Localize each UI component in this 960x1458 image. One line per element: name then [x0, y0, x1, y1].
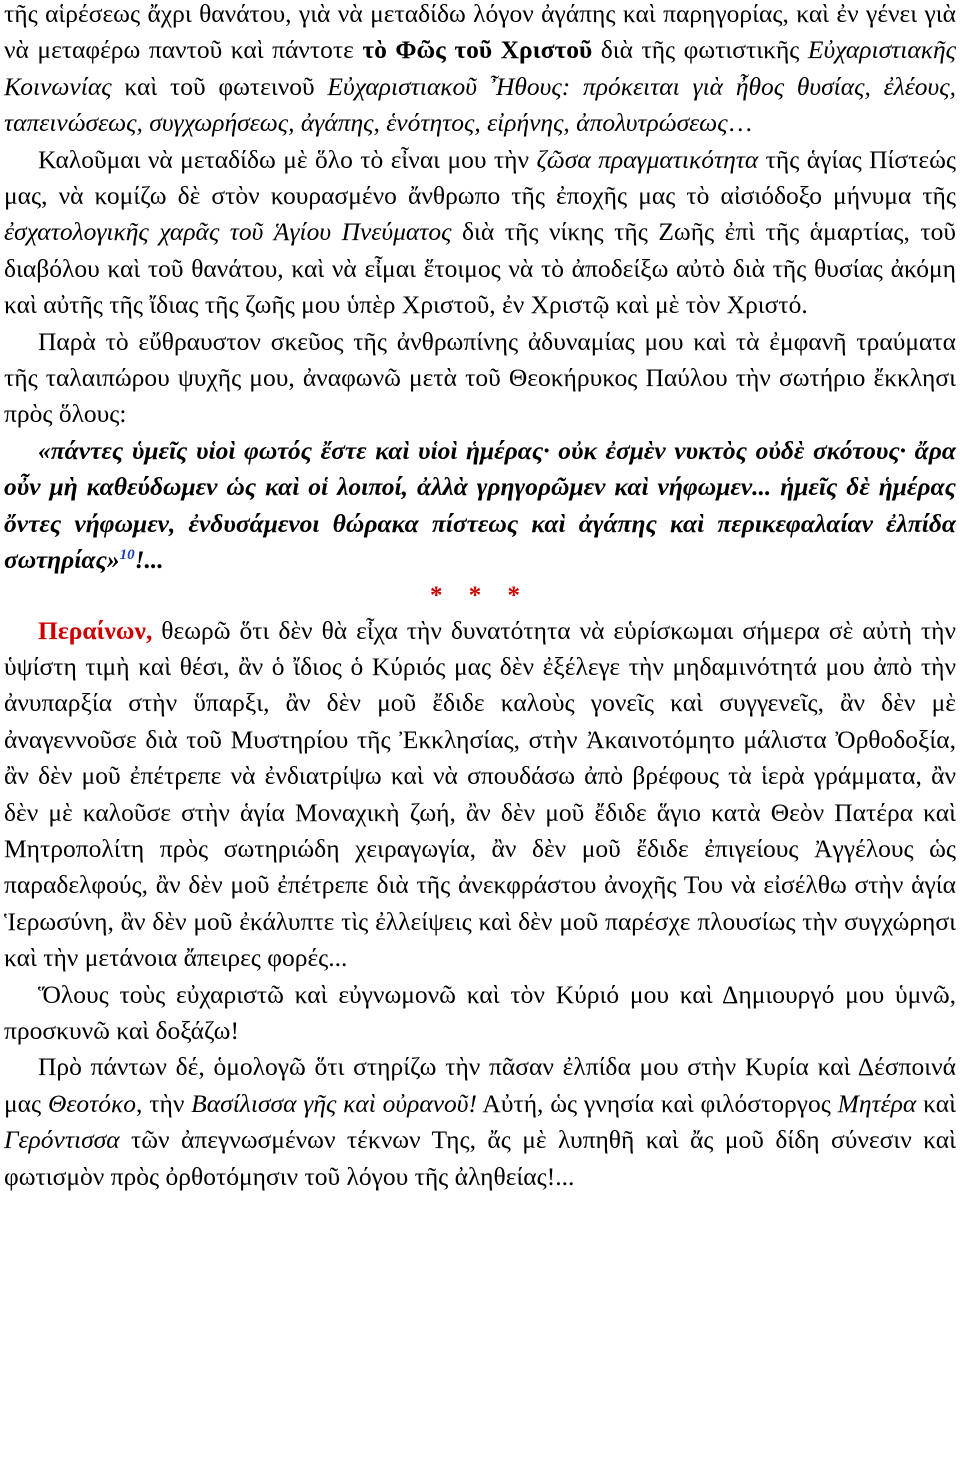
- section-separator: * * *: [430, 581, 530, 609]
- emphasis-queen: Βασίλισσα γῆς καὶ οὐρανοῦ!: [191, 1088, 478, 1118]
- emphasis-gerontissa: Γερόντισσα: [4, 1125, 120, 1155]
- text-span: καὶ τοῦ φωτεινοῦ: [111, 71, 328, 101]
- text-span: τῆς ἁγίας Πίστεώς μας, νὰ κομίζω δὲ στὸν κουρασμένο ἄνθρωπο τῆς ἐποχῆς μας τὸ αἰσιόδοξο μήνυμα τῆς: [4, 144, 956, 211]
- emphasis-theotokos: Θεοτόκο: [47, 1088, 137, 1118]
- text-span: διὰ τῆς φωτιστικῆς: [592, 35, 808, 65]
- paragraph-5: Ὅλους τοὺς εὐχαριστῶ καὶ εὐγνωμονῶ καὶ τὸν Κύριό μου καὶ Δημιουργό μου ὑμνῶ, προσκυνῶ καὶ δοξάζω!: [4, 979, 956, 1045]
- paragraph-2: [4, 142, 956, 324]
- text-span: Καλοῦμαι νὰ μεταδίδω μὲ ὅλο τὸ εἶναι μου τὴν: [38, 144, 537, 174]
- text-span: …: [727, 108, 754, 138]
- paragraph-3: Παρὰ τὸ εὔθραυστον σκεῦος τῆς ἀνθρωπίνης ἀδυναμίας μου καὶ τὰ ἐμφανῆ τραύματα τῆς ταλαιπώρου ψυχῆς μου, ἀναφωνῶ μετὰ τοῦ Θεοκήρυκος Παύλου τὴν σωτήριο ἔκκλησι πρὸς ὅλους:: [4, 326, 956, 429]
- quote-text: «πάντες ὑμεῖς υἱοὶ φωτός ἔστε καὶ υἱοὶ ἡμέρας· οὐκ ἐσμὲν νυκτὸς οὐδὲ σκότους· ἄρα οὖν μὴ καθεύδωμεν ὡς καὶ οἱ λοιποί, ἀλλὰ γρηγορῶμεν καὶ νήφωμεν... ἡμεῖς δὲ ἡμέρας ὄντες νήφωμεν, ἐνδυσάμενοι θώρακα πίστεως καὶ ἀγάπης καὶ περικεφαλαίαν ἐλπίδα σωτηρίας»: [4, 435, 956, 575]
- paragraph-1: [4, 0, 956, 142]
- paragraph-6: [4, 1049, 956, 1195]
- scripture-quote: [4, 433, 956, 579]
- text-span: θεωρῶ ὅτι δὲν θὰ εἶχα τὴν δυνατότητα νὰ εὑρίσκωμαι σήμερα σὲ αὐτὴ τὴν ὑψίστη τιμὴ καὶ θέσι, ἂν ὁ ἴδιος ὁ Κύριός μας δὲν ἐξέλεγε τὴν μηδαμινότητά μου ἀπὸ τὴν ἀνυπαρξία στὴν ὕπαρξι, ἂν δὲν μοῦ ἔδιδε καλοὺς γονεῖς καὶ συγγενεῖς, ἂν δὲν μὲ ἀναγεννοῦσε διὰ τοῦ Μυστηρίου τῆς Ἐκκλησίας, στὴν Ἀκαινοτόμητο μάλιστα Ὀρθοδοξία, ἂν δὲν μοῦ ἐπέτρεπε νὰ ἐνδιατρίψω καὶ νὰ σπουδάσω ἀπὸ βρέφους τὰ ἱερὰ γράμματα, ἂν δὲν μὲ καλοῦσε στὴν ἁγία Μοναχικὴ ζωή, ἂν δὲν μοῦ ἔδιδε ἅγιο κατὰ Θεὸν Πατέρα καὶ Μητροπολίτη πρὸς σωτηριώδη χειραγωγία, ἂν δὲν μοῦ ἔδιδε ἐπιγείους Ἀγγέλους ὡς παραδελφούς, ἂν δὲν μοῦ ἐπέτρεπε διὰ τῆς ἀνεκφράστου ἀνοχῆς Του νὰ εἰσέλθω στὴν ἁγία Ἱερωσύνη, ἂν δὲν μοῦ ἐκάλυπτε τὶς ἐλλείψεις καὶ δὲν μοῦ παρέσχε πλουσίως τὴν συγχώρησι καὶ τὴν μετάνοια ἄπειρες φορές...: [4, 615, 956, 973]
- text-span: , τὴν: [136, 1088, 192, 1118]
- text-span: διὰ τῆς νίκης τῆς Ζωῆς ἐπὶ τῆς ἁμαρτίας, τοῦ διαβόλου καὶ τοῦ θανάτου, καὶ νὰ εἶμαι ἕτοιμος νὰ τὸ ἀποδείξω αὐτὸ διὰ τῆς θυσίας ἀκόμη καὶ αὐτῆς τῆς ἴδιας τῆς ζωῆς μου ὑπὲρ Χριστοῦ, ἐν Χριστῷ καὶ μὲ τὸν Χριστό.: [4, 217, 956, 320]
- text-span: τῶν ἀπεγνωσμένων τέκνων Της, ἄς μὲ λυπηθῆ καὶ ἄς μοῦ δίδη σύνεσιν καὶ φωτισμὸν πρὸς ὀρθοτόμησιν τοῦ λόγου τῆς ἀληθείας!...: [4, 1125, 956, 1191]
- emphasis-living-reality: ζῶσα πραγματικότητα: [536, 144, 759, 174]
- text-span: καὶ: [916, 1088, 956, 1118]
- emphasis-eucharistic-ethos: Εὐχαριστιακοῦ Ἦθους: πρόκειται γιὰ ἦθος θυσίας, ἐλέους, ταπεινώσεως, συγχωρήσεως, ἀγάπης, ἑνότητος, εἰρήνης, ἀπολυτρώσεως: [4, 71, 956, 138]
- text-span: τῆς αἱρέσεως ἄχρι θανάτου, γιὰ νὰ μεταδίδω λόγον ἀγάπης καὶ παρηγορίας, καὶ ἐν γένει γιὰ νὰ μεταφέρω παντοῦ καὶ πάντοτε: [4, 0, 956, 65]
- text-span: Αὐτή, ὡς γνησία καὶ φιλόστοργος: [477, 1088, 838, 1118]
- paragraph-4: [4, 613, 956, 977]
- lead-word: Περαίνων,: [38, 615, 153, 645]
- emphasis-eschatological-joy: ἐσχατολογικῆς χαρᾶς τοῦ Ἁγίου Πνεύματος: [4, 217, 452, 247]
- emphasis-eucharistic-communion: Εὐχαριστιακῆς Κοινωνίας: [4, 35, 956, 101]
- emphasis-mother: Μητέρα: [837, 1088, 917, 1118]
- quote-tail: !...: [134, 545, 164, 575]
- footnote-marker[interactable]: 10: [119, 547, 135, 564]
- text-span: Πρὸ πάντων δέ, ὁμολογῶ ὅτι στηρίζω τὴν πᾶσαν ἐλπίδα μου στὴν Κυρία καὶ Δέσποινά μας: [4, 1052, 956, 1118]
- emphasis-light-of-christ: τὸ Φῶς τοῦ Χριστοῦ: [362, 35, 593, 65]
